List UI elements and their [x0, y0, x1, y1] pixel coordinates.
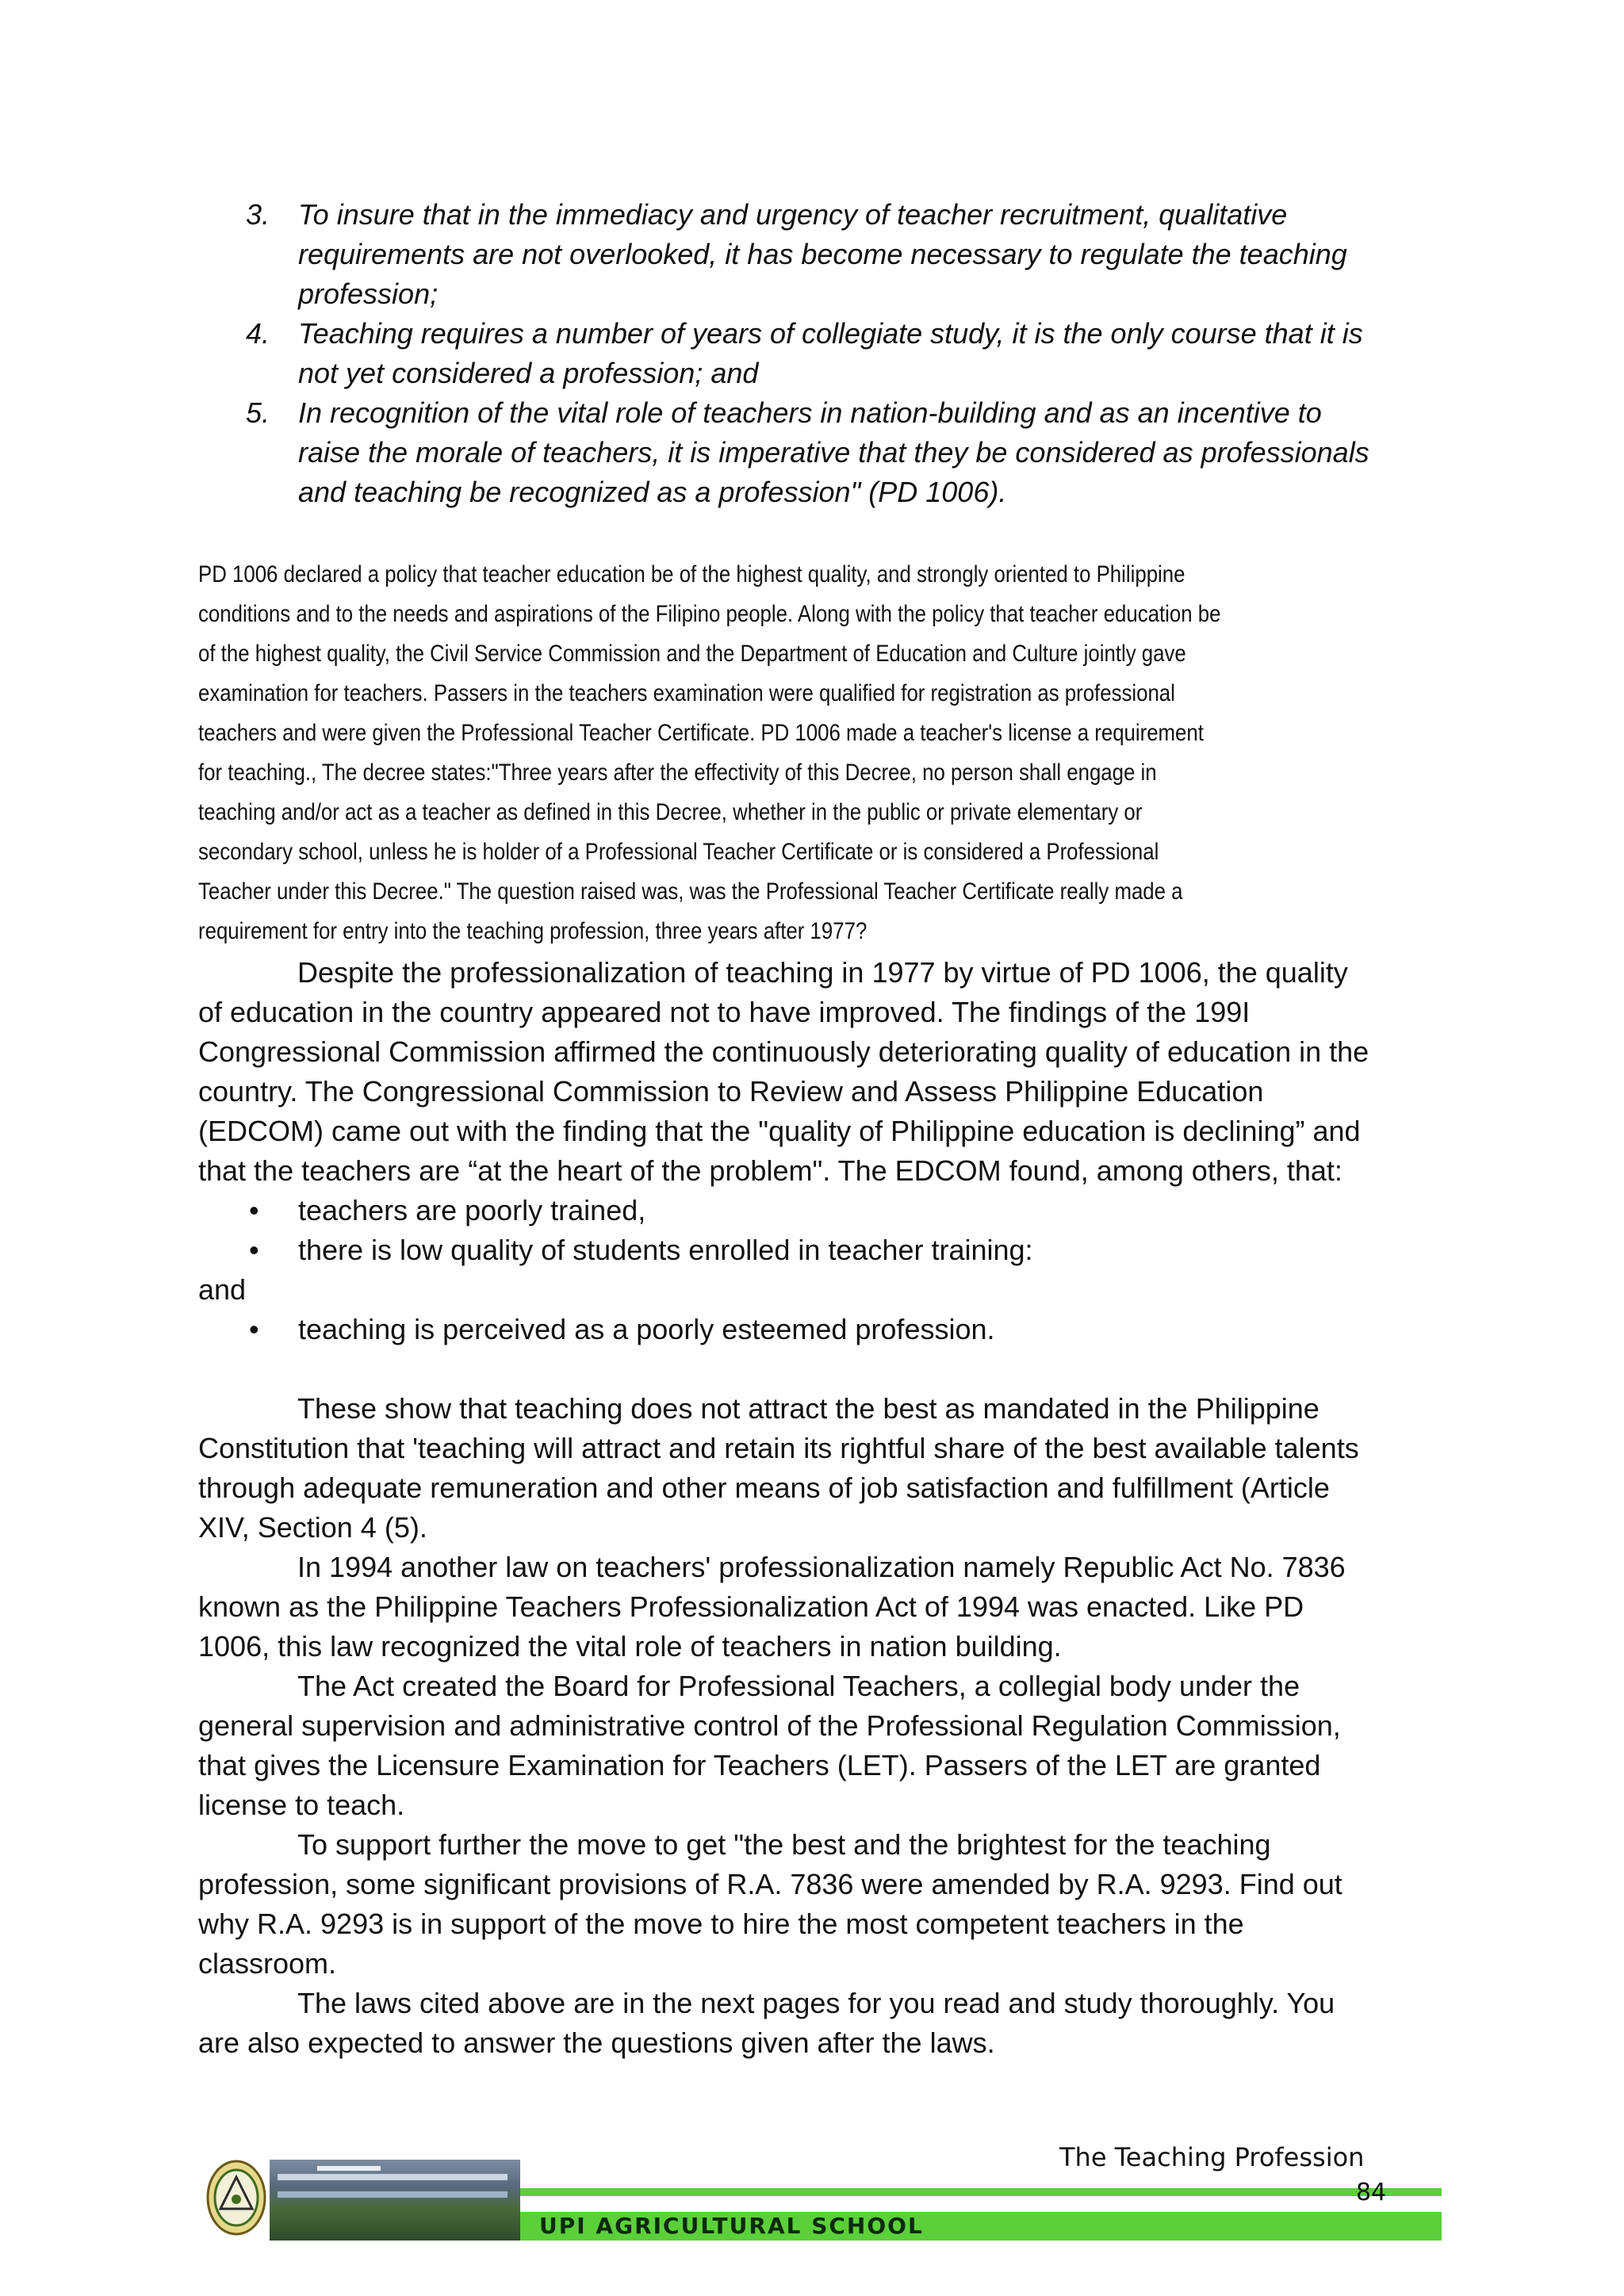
paragraph-line: why R.A. 9293 is in support of the move to hire the most competent teachers in the — [198, 1908, 1244, 1940]
paragraph-line: general supervision and administrative control of the Professional Regulation Commission, — [198, 1709, 1341, 1742]
school-seal-icon — [205, 2158, 268, 2237]
numbered-list — [246, 195, 1451, 512]
bullet-icon: • — [249, 1194, 259, 1226]
list-line: In recognition of the vital role of teachers in nation-building and as an incentive to — [298, 396, 1322, 429]
paragraph-line: and — [198, 1273, 247, 1306]
list-number: 3. — [246, 198, 270, 231]
pd1006-paragraph — [198, 555, 1269, 951]
paragraph-line: To support further the move to get "the best and the brightest for the teaching — [297, 1828, 1271, 1861]
paragraph-line: The Act created the Board for Professional Teachers, a collegial body under the — [297, 1670, 1300, 1702]
paragraph-line: Congressional Commission affirmed the continuously deteriorating quality of education in the — [198, 1035, 1369, 1068]
footer-title: The Teaching Profession — [1059, 2142, 1365, 2172]
bullet-text: teachers are poorly trained, — [298, 1194, 646, 1226]
board-paragraph — [198, 1667, 1451, 1825]
paragraph-line: license to teach. — [198, 1789, 405, 1821]
paragraph-line: conditions and to the needs and aspirations of the Filipino people. Along with the policy that teacher education be — [198, 601, 1221, 627]
paragraph-line: These show that teaching does not attract the best as mandated in the Philippine — [297, 1392, 1320, 1425]
list-line: and teaching be recognized as a profession" (PD 1006). — [298, 476, 1007, 508]
paragraph-line: In 1994 another law on teachers' professionalization namely Republic Act No. 7836 — [297, 1551, 1346, 1583]
list-item — [246, 393, 1451, 512]
paragraph-line: are also expected to answer the questions given after the laws. — [198, 2026, 995, 2059]
school-building-photo — [270, 2160, 520, 2241]
list-number: 4. — [246, 317, 270, 350]
list-item — [246, 314, 1451, 393]
paragraph-line: XIV, Section 4 (5). — [198, 1511, 427, 1544]
school-name: UPI AGRICULTURAL SCHOOL — [539, 2213, 924, 2239]
paragraph-line: teaching and/or act as a teacher as defined in this Decree, whether in the public or private elementary or — [198, 799, 1143, 825]
paragraph-line: Constitution that 'teaching will attract and retain its rightful share of the best available talents — [198, 1432, 1359, 1464]
paragraph-line: for teaching., The decree states:"Three years after the effectivity of this Decree, no person shall engage in — [198, 760, 1157, 786]
bullet-text: teaching is perceived as a poorly esteemed profession. — [298, 1313, 995, 1345]
paragraph-line: requirement for entry into the teaching profession, three years after 1977? — [198, 918, 868, 944]
list-item — [246, 195, 1451, 314]
paragraph-line: profession, some significant provisions of R.A. 7836 were amended by R.A. 9293. Find out — [198, 1868, 1342, 1900]
paragraph-line: that the teachers are “at the heart of the problem". The EDCOM found, among others, that: — [198, 1154, 1342, 1187]
page-number: 84 — [1356, 2179, 1387, 2206]
paragraph-line: classroom. — [198, 1947, 337, 1980]
paragraph-line: The laws cited above are in the next pages for you read and study thoroughly. You — [297, 1987, 1335, 2019]
list-line: To insure that in the immediacy and urgency of teacher recruitment, qualitative — [298, 198, 1288, 231]
list-line: profession; — [298, 277, 439, 310]
bullet-item — [246, 1191, 1033, 1230]
bullet-text: there is low quality of students enrolled in teacher training: — [298, 1234, 1033, 1266]
edcom-paragraph — [198, 953, 1451, 1191]
laws-paragraph — [198, 1984, 1451, 2063]
list-number: 5. — [246, 396, 270, 429]
bullet-item — [246, 1230, 1033, 1270]
ra7836-paragraph — [198, 1548, 1451, 1667]
paragraph-line: secondary school, unless he is holder of a Professional Teacher Certificate or is considered a Professional — [198, 839, 1159, 865]
and-line — [198, 1270, 1451, 1310]
paragraph-line: teachers and were given the Professional Teacher Certificate. PD 1006 made a teacher's license a requirement — [198, 720, 1204, 746]
paragraph-line: country. The Congressional Commission to Review and Assess Philippine Education — [198, 1075, 1264, 1108]
paragraph-line: examination for teachers. Passers in the teachers examination were qualified for registration as professional — [198, 680, 1175, 706]
paragraph-line: through adequate remuneration and other means of job satisfaction and fulfillment (Article — [198, 1471, 1330, 1504]
paragraph-line: PD 1006 declared a policy that teacher education be of the highest quality, and strongly oriented to Philippine — [198, 561, 1185, 587]
banner-stripe — [520, 2188, 1442, 2196]
bullet-icon: • — [249, 1313, 259, 1345]
bullet-icon: • — [249, 1234, 259, 1266]
paragraph-line: of education in the country appeared not to have improved. The findings of the 199I — [198, 996, 1251, 1028]
constitution-paragraph — [198, 1389, 1451, 1548]
paragraph-line: (EDCOM) came out with the finding that the "quality of Philippine education is declining” and — [198, 1115, 1361, 1147]
ra9293-paragraph — [198, 1825, 1451, 1984]
paragraph-line: of the highest quality, the Civil Service Commission and the Department of Education and Culture jointly gave — [198, 641, 1186, 667]
paragraph-line: known as the Philippine Teachers Professionalization Act of 1994 was enacted. Like PD — [198, 1590, 1304, 1623]
list-line: not yet considered a profession; and — [298, 357, 759, 389]
paragraph-line: Despite the professionalization of teaching in 1977 by virtue of PD 1006, the quality — [297, 956, 1348, 989]
paragraph-line: 1006, this law recognized the vital role of teachers in nation building. — [198, 1630, 1062, 1663]
paragraph-line: Teacher under this Decree." The question raised was, was the Professional Teacher Certificate really made a — [198, 878, 1183, 905]
bullet-list — [246, 1310, 995, 1349]
list-line: raise the morale of teachers, it is imperative that they be considered as professionals — [298, 436, 1369, 469]
list-line: requirements are not overlooked, it has become necessary to regulate the teaching — [298, 238, 1347, 270]
bullet-list — [246, 1191, 1033, 1270]
list-line: Teaching requires a number of years of collegiate study, it is the only course that it is — [298, 317, 1363, 350]
bullet-item — [246, 1310, 995, 1349]
paragraph-line: that gives the Licensure Examination for Teachers (LET). Passers of the LET are granted — [198, 1749, 1321, 1781]
